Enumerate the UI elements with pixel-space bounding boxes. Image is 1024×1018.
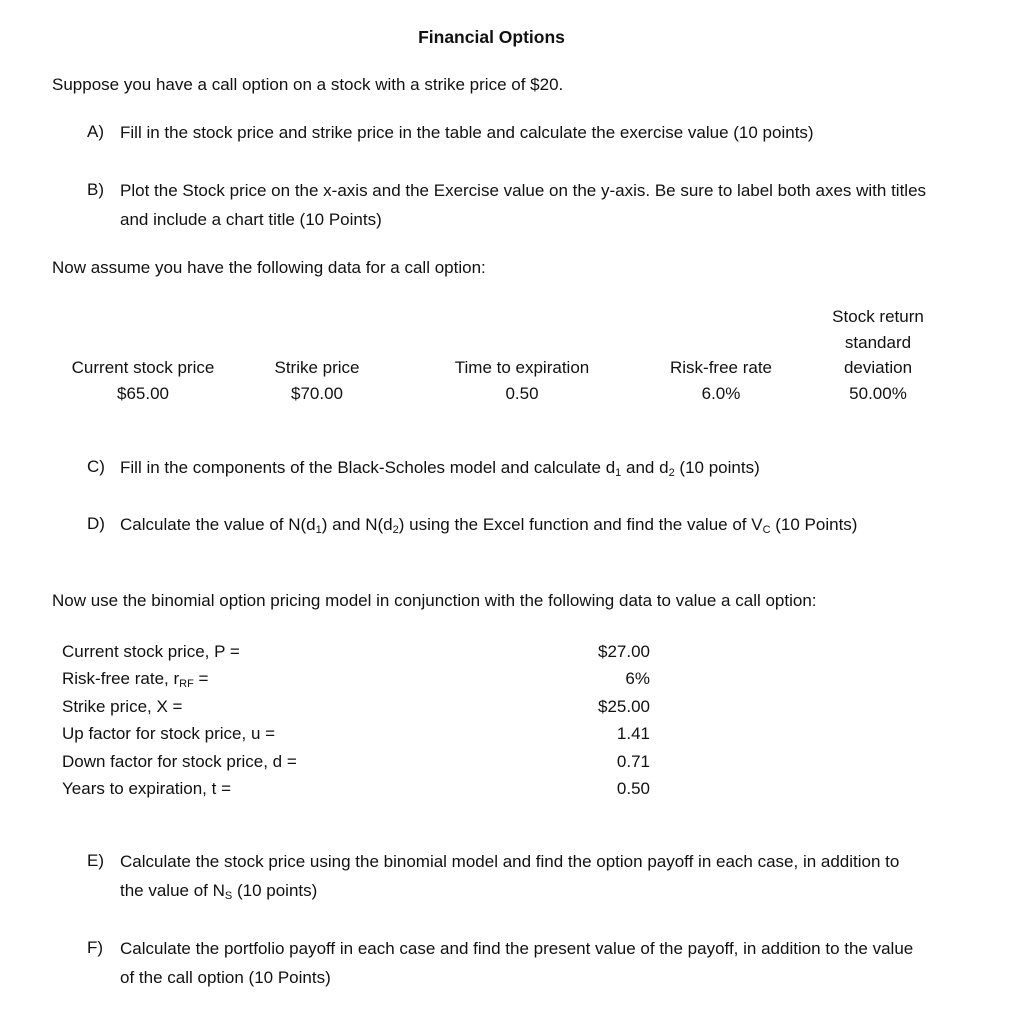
bs-cell-risk-free-rate xyxy=(651,355,791,406)
param-label: Years to expiration, t = xyxy=(62,778,232,798)
bs-header: Time to expiration xyxy=(454,358,590,377)
question-e-text: Calculate the stock price using the binomial model and find the option payoff in each case, in addition to the value of $N_S$ (10 points) xyxy=(120,852,900,902)
intro-text: Suppose you have a call option on a stock with a strike price of $20. xyxy=(52,75,564,94)
bs-header: standard xyxy=(844,332,912,352)
param-row xyxy=(62,638,662,665)
question-a-letter: A) xyxy=(87,122,104,141)
binomial-intro: Now use the binomial option pricing model in conjunction with the following data to value a call option: xyxy=(52,591,817,610)
param-value: 0.71 xyxy=(616,751,650,771)
param-label: Current stock price, P = xyxy=(62,642,240,661)
question-d-letter: D) xyxy=(87,514,105,533)
question-f-text: Calculate the portfolio payoff in each case and find the present value of the payoff, in addition to the value of the call option (10 Points) xyxy=(120,939,914,987)
bs-value: 50.00% xyxy=(849,383,907,403)
black-scholes-intro: Now assume you have the following data for a call option: xyxy=(52,258,486,277)
param-label: Up factor for stock price, u = xyxy=(62,724,276,744)
param-row xyxy=(62,748,662,775)
bs-header: Current stock price xyxy=(71,358,215,377)
param-value: 6% xyxy=(625,669,650,689)
question-c-letter: C) xyxy=(87,457,105,476)
param-value: $25.00 xyxy=(598,696,650,716)
question-b-letter: B) xyxy=(87,180,104,199)
bs-value: 6.0% xyxy=(701,383,741,403)
bs-cell-time-to-expiration xyxy=(432,355,612,406)
question-a-text: Fill in the stock price and strike price in the table and calculate the exercise value (10 points) xyxy=(120,123,814,142)
document-title: Financial Options xyxy=(418,27,565,47)
question-c-text: Fill in the components of the Black-Scholes model and calculate $d_1$ and $d_2$ (10 points) xyxy=(120,458,760,479)
bs-cell-strike-price xyxy=(252,355,382,406)
param-row xyxy=(62,665,662,692)
bs-header: Stock return xyxy=(832,307,924,326)
param-row xyxy=(62,775,662,802)
question-f-letter: F) xyxy=(87,938,104,957)
bs-cell-stock-price xyxy=(58,355,228,406)
bs-value: $70.00 xyxy=(291,383,343,403)
question-b-text: Plot the Stock price on the x-axis and the Exercise value on the y-axis. Be sure to label both axes with titles and include a chart title (10 Points) xyxy=(120,181,927,229)
param-label: Strike price, X = xyxy=(62,696,183,716)
bs-cell-std-deviation xyxy=(813,304,943,406)
bs-value: $65.00 xyxy=(117,383,169,403)
param-value: 1.41 xyxy=(616,724,650,744)
bs-header: deviation xyxy=(843,358,913,377)
param-row xyxy=(62,720,662,747)
question-d-text: Calculate the value of $N(d_1)$ and $N(d_2)$ using the Excel function and find the value of $V_C$ (10 Points) xyxy=(120,515,858,536)
param-label: Risk-free rate, $r_{RF}$ = xyxy=(62,669,209,691)
param-label: Down factor for stock price, d = xyxy=(62,751,297,771)
bs-header: Risk-free rate xyxy=(669,358,773,377)
param-row xyxy=(62,693,662,720)
bs-header: Strike price xyxy=(274,358,360,377)
param-value: 0.50 xyxy=(616,778,650,798)
binomial-parameters xyxy=(62,638,662,802)
question-e-letter: E) xyxy=(87,851,104,870)
bs-value: 0.50 xyxy=(505,383,539,403)
param-value: $27.00 xyxy=(598,642,650,661)
